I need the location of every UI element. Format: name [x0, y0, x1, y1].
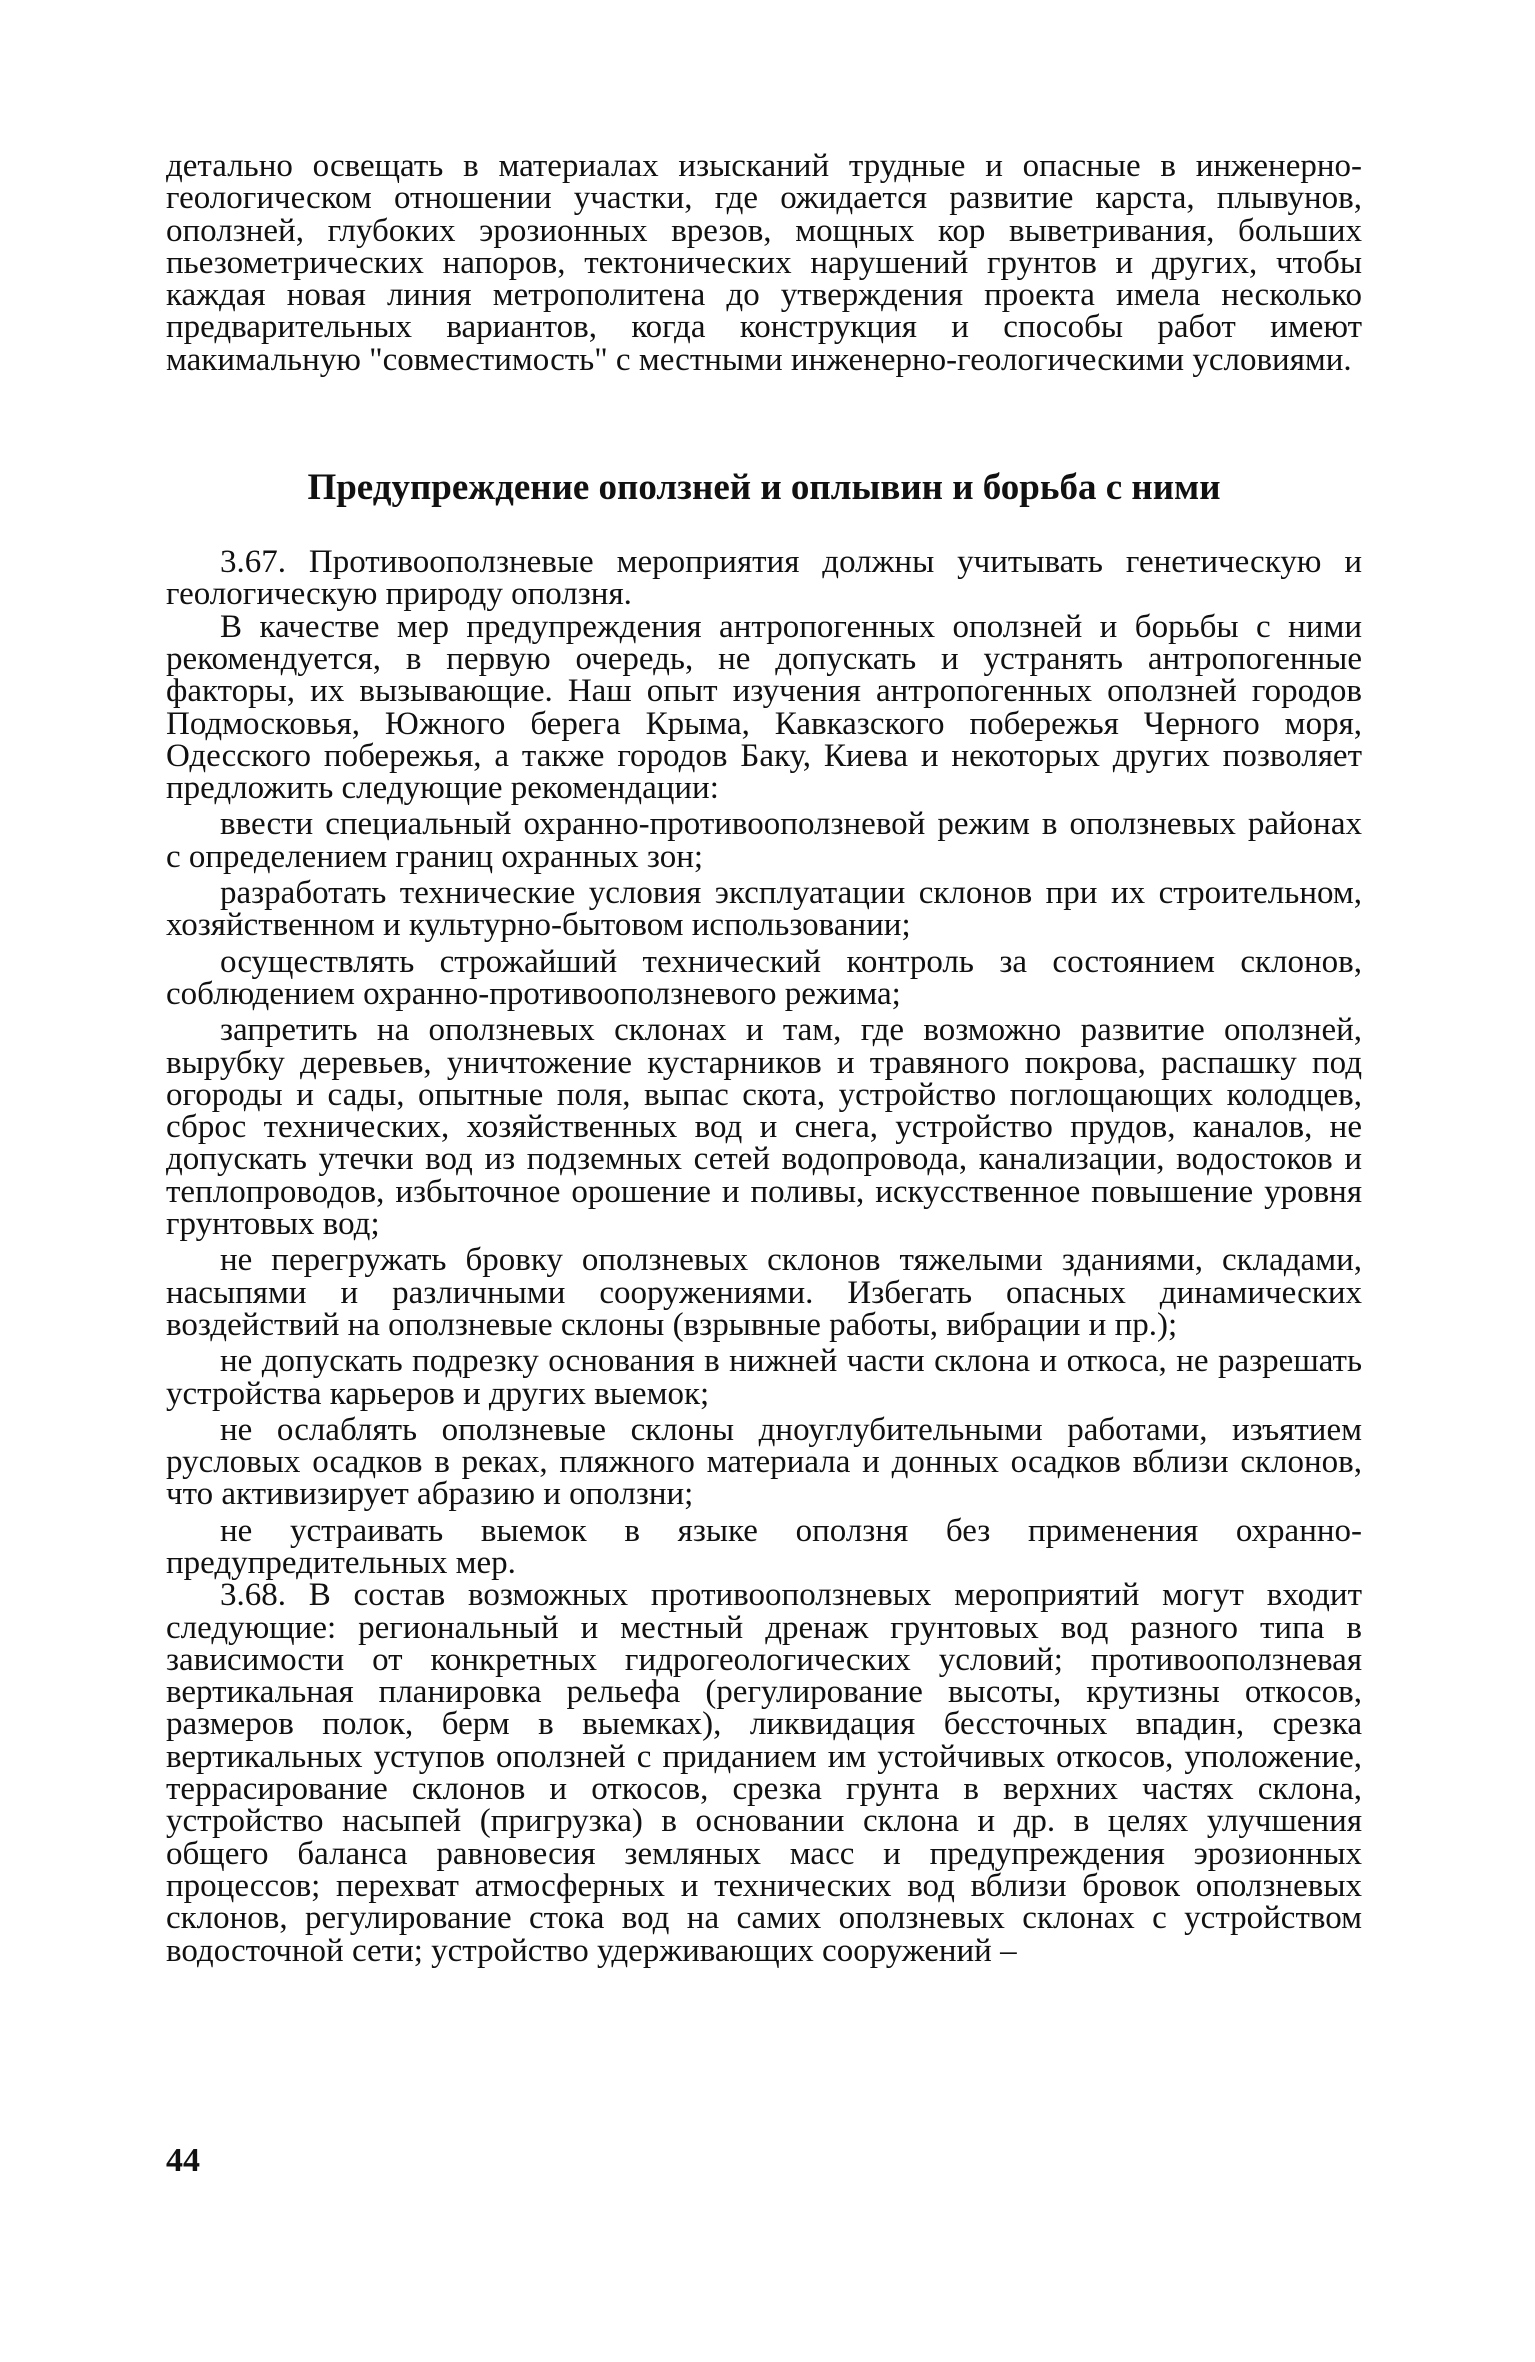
recommendation-item: запретить на оползневых склонах и там, где возможно развитие оползней, вырубку деревьев, уничтожение кустарников и травяного покрова, распашку под огороды и сады, опытные поля, выпас скота, устройство поглощающих колодцев, сброс технических, хозяйственных вод и снега, устройство прудов, каналов, не допускать утечки вод из подземных сетей водопровода, канализации, водостоков и теплопроводов, избыточное орошение и поливы, искусственное повышение уровня грунтовых вод; — [166, 1012, 1362, 1243]
recommendation-item: не устраивать выемок в языке оползня без применения охранно-предупредительных мер. — [166, 1512, 1362, 1581]
recommendation-intro: В качестве мер предупреждения антропогенных оползней и борьбы с ними рекомендуется, в первую очередь, не допускать и устранять антропогенные факторы, их вызывающие. Наш опыт изучения антропогенных оползней городов Подмосковья, Южного берега Крыма, Кавказского побережья Черного моря, Одесского побережья, а также городов Баку, Киева и некоторых других позволяет предложить следующие рекомендации: — [166, 608, 1362, 807]
recommendation-item: не ослаблять оползневые склоны дноуглубительными работами, изъятием русловых осадков в реках, пляжного материала и донных осадков вблизи склонов, что активизирует абразию и оползни; — [166, 1411, 1362, 1513]
page-number: 44 — [166, 2142, 200, 2179]
recommendation-item: ввести специальный охранно-противооползневой режим в оползневых районах с определением границ охранных зон; — [166, 806, 1362, 875]
page-body — [166, 150, 1362, 1967]
section-heading: Предупреждение оползней и оплывин и борьба с ними — [307, 467, 1221, 509]
clause-3-68: 3.68. В состав возможных противооползневых мероприятий могут входит следующие: региональный и местный дренаж грунтовых вод разного типа в зависимости от конкретных гидрогеологических условий; противооползневая вертикальная планировка рельефа (регулирование высоты, крутизны откосов, размеров полок, берм в выемках), ликвидация бессточных впадин, срезка вертикальных уступов оползней с приданием им устойчивых откосов, уположение, террасирование склонов и откосов, срезка грунта в верхних частях склона, устройство насыпей (пригрузка) в основании склона и др. в целях улучшения общего баланса равновесия земляных масс и предупреждения эрозионных процессов; перехват атмосферных и технических вод вблизи бровок оползневых склонов, регулирование стока вод на самих оползневых склонах с устройством водосточной сети; устройство удерживающих сооружений – — [166, 1577, 1362, 1969]
clause-3-67: 3.67. Противооползневые мероприятия должны учитывать генетическую и геологическую природу оползня. — [166, 544, 1362, 613]
recommendation-item: разработать технические условия эксплуатации склонов при их строительном, хозяйственном и культурно-бытовом использовании; — [166, 875, 1362, 944]
recommendation-item: не перегружать бровку оползневых склонов тяжелыми зданиями, складами, насыпями и различными сооружениями. Избегать опасных динамических воздействий на оползневые склоны (взрывные работы, вибрации и пр.); — [166, 1242, 1362, 1343]
intro-paragraph: детально освещать в материалах изысканий трудные и опасные в инженерно-геологическом отношении участки, где ожидается развитие карста, плывунов, оползней, глубоких эрозионных врезов, мощных кор выветривания, больших пьезометрических напоров, тектонических нарушений грунтов и других, чтобы каждая новая линия метрополитена до утверждения проекта имела несколько предварительных вариантов, когда конструкция и способы работ имеют макимальную "совместимость" с местными инженерно-геологическими условиями. — [166, 148, 1362, 378]
recommendation-item: не допускать подрезку основания в нижней части склона и откоса, не разрешать устройства карьеров и других выемок; — [166, 1343, 1362, 1412]
recommendation-item: осуществлять строжайший технический контроль за состоянием склонов, соблюдением охранно-противооползневого режима; — [166, 943, 1362, 1012]
